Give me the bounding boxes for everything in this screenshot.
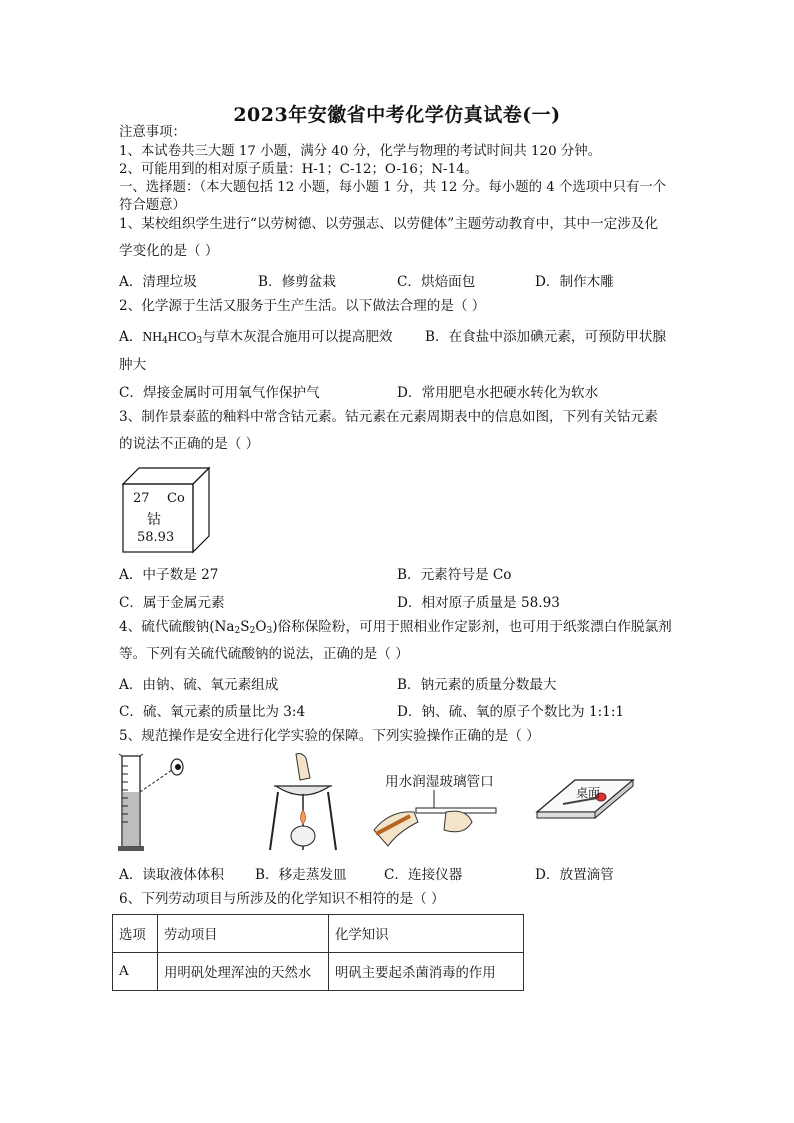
q2-option-a: A．$NH_4HCO_3$与草木灰混合施用可以提高肥效 — [119, 329, 393, 346]
q2-stem: 2、化学源于生活又服务于生产生活。以下做法合理的是（ ） — [119, 298, 486, 314]
q3-option-d: D．相对原子质量是 58.93 — [397, 595, 560, 611]
graduated-cylinder-figure — [118, 752, 188, 854]
table-header-row — [113, 915, 524, 953]
table-header-cell: 选项 — [113, 915, 158, 953]
q2-option-c: C．焊接金属时可用氧气作保护气 — [119, 385, 320, 401]
q6-stem: 6、下列劳动项目与所涉及的化学知识不相符的是（ ） — [119, 891, 445, 907]
q3-stem-line1: 3、制作景泰蓝的釉料中常含钴元素。钴元素在元素周期表中的信息如图，下列有关钴元素 — [119, 409, 658, 425]
table-cell: A — [113, 953, 158, 991]
q5-option-b: B．移走蒸发皿 — [255, 867, 347, 883]
notice-item-2: 2、可能用到的相对原子质量：H-1；C-12；O-16；N-14。 — [119, 162, 479, 177]
q1-option-c: C．烘焙面包 — [397, 274, 476, 290]
q1-stem-line2: 学变化的是（ ） — [119, 243, 219, 259]
section-heading-line2: 符合题意） — [119, 198, 186, 213]
fig-d-label: 桌面 — [576, 786, 601, 800]
q4-option-a: A．由钠、硫、氧元素组成 — [119, 677, 279, 693]
q1-option-b: B．修剪盆栽 — [258, 274, 336, 290]
notice-item-1: 1、本试卷共三大题 17 小题，满分 40 分，化学与物理的考试时间共 120 分钟。 — [119, 144, 602, 159]
glass-tube-figure — [372, 790, 502, 852]
section-heading-line1: 一、选择题：（本大题包括 12 小题，每小题 1 分，共 12 分。每小题的 4 个选项中只有一个 — [119, 180, 667, 195]
evaporating-dish-figure — [268, 752, 338, 852]
element-symbol: Co — [167, 491, 185, 506]
table-cell: 用明矾处理浑浊的天然水 — [158, 953, 329, 991]
table-header-cell: 化学知识 — [329, 915, 524, 953]
q5-option-d: D．放置滴管 — [535, 867, 614, 883]
q3-option-a: A．中子数是 27 — [119, 567, 219, 583]
q3-option-b: B．元素符号是 Co — [397, 567, 512, 583]
table-cell: 明矾主要起杀菌消毒的作用 — [329, 953, 524, 991]
q2-option-b-line2: 肿大 — [119, 357, 147, 373]
q3-stem-line2: 的说法不正确的是（ ） — [119, 436, 260, 452]
q1-option-a: A．清理垃圾 — [119, 274, 197, 290]
q3-option-c: C．属于金属元素 — [119, 595, 225, 611]
q4-stem-line1: 4、硫代硫酸钠$(Na_2S_2O_3)$俗称保险粉，可用于照相业作定影剂，也可用于纸浆漂白作脱氯剂 — [119, 619, 672, 636]
q5-option-c: C．连接仪器 — [384, 867, 463, 883]
q1-option-d: D．制作木雕 — [535, 274, 614, 290]
q2-option-b-line1: B．在食盐中添加碘元素，可预防甲状腺 — [425, 329, 667, 345]
q6-table — [112, 914, 524, 991]
table-header-cell: 劳动项目 — [158, 915, 329, 953]
element-name: 钴 — [147, 512, 161, 528]
q4-option-c: C．硫、氧元素的质量比为 3:4 — [119, 704, 306, 720]
q2-option-d: D．常用肥皂水把硬水转化为软水 — [397, 385, 599, 401]
q1-stem-line1: 1、某校组织学生进行“以劳树德、以劳强志、以劳健体”主题劳动教育中，其中一定涉及化 — [119, 216, 659, 232]
atomic-mass: 58.93 — [137, 530, 175, 545]
atomic-number: 27 — [133, 491, 150, 506]
q4-option-b: B．钠元素的质量分数最大 — [397, 677, 557, 693]
q4-option-d: D．钠、硫、氧的原子个数比为 1:1:1 — [397, 704, 625, 720]
fig-c-label: 用水润湿玻璃管口 — [385, 774, 494, 790]
periodic-table-cell — [119, 466, 211, 554]
q5-option-a: A．读取液体体积 — [119, 867, 224, 883]
q4-stem-line2: 等。下列有关硫代硫酸钠的说法，正确的是（ ） — [119, 646, 409, 662]
page-title: 2023年安徽省中考化学仿真试卷(一) — [233, 104, 561, 126]
table-row — [113, 953, 524, 991]
notice-heading: 注意事项： — [119, 125, 186, 140]
q5-stem: 5、规范操作是安全进行化学实验的保障。下列实验操作正确的是（ ） — [119, 728, 540, 744]
